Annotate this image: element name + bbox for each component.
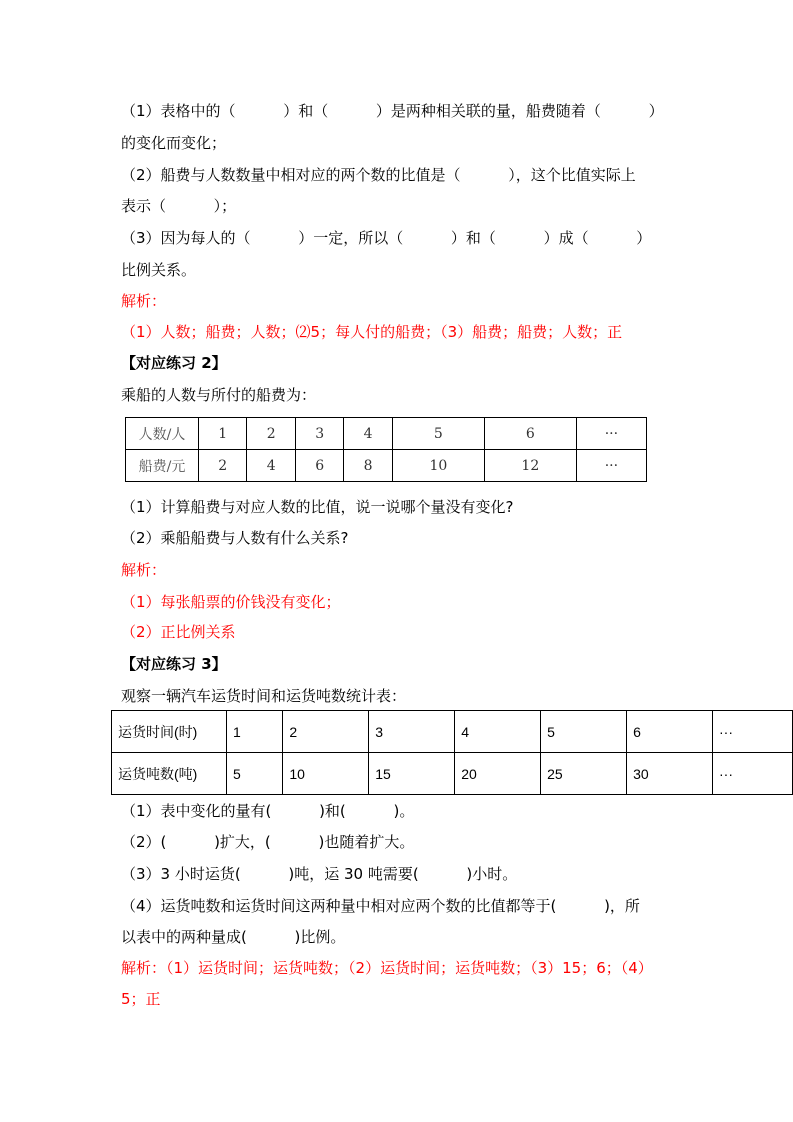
table-header-tons: 运货吨数(吨) — [112, 753, 227, 795]
exercise-2-answer-2: （2）正比例关系 — [121, 623, 236, 641]
table-cell: 1 — [199, 418, 247, 450]
table-cell: 8 — [344, 450, 392, 482]
table-cell: 5 — [392, 418, 484, 450]
exercise-3-heading: 【对应练习 3】 — [121, 655, 227, 673]
table-cell: 2 — [247, 418, 295, 450]
question-3-line-1: （3）因为每人的（ ）一定，所以（ ）和（ ）成（ ） — [121, 229, 652, 247]
table-cell: ··· — [576, 450, 646, 482]
table-cell: 30 — [627, 753, 713, 795]
table-cell: 6 — [484, 418, 576, 450]
exercise-2-question-2: （2）乘船船费与人数有什么关系? — [121, 529, 349, 547]
analysis-label: 解析： — [121, 292, 167, 310]
exercise-2-analysis-label: 解析： — [121, 561, 167, 579]
question-2-line-2: 表示（ ）； — [121, 197, 237, 215]
table-cell: 4 — [344, 418, 392, 450]
exercise-2-answer-1: （1）每张船票的价钱没有变化； — [121, 593, 341, 611]
exercise-3-question-2: （2）( )扩大，( )也随着扩大。 — [121, 833, 415, 851]
table-cell: 1 — [227, 711, 283, 753]
exercise-3-question-4-line-1: （4）运货吨数和运货时间这两种量中相对应两个数的比值都等于( )，所 — [121, 897, 640, 915]
table-cell: 5 — [227, 753, 283, 795]
table-cell: 12 — [484, 450, 576, 482]
table-cell: 2 — [199, 450, 247, 482]
exercise-2-question-1: （1）计算船费与对应人数的比值，说一说哪个量没有变化? — [121, 498, 514, 516]
exercise-2-intro: 乘船的人数与所付的船费为： — [121, 386, 317, 404]
freight-table — [111, 710, 793, 795]
table-cell: 4 — [455, 711, 541, 753]
table-row — [126, 450, 647, 482]
table-cell: ··· — [713, 753, 793, 795]
question-1-line-2: 的变化而变化； — [121, 134, 227, 152]
exercise-2-heading: 【对应练习 2】 — [121, 354, 227, 372]
table-cell: 10 — [392, 450, 484, 482]
table-row — [112, 711, 793, 753]
exercise-3-question-3: （3）3 小时运货( )吨，运 30 吨需要( )小时。 — [121, 865, 518, 883]
exercise-3-intro: 观察一辆汽车运货时间和运货吨数统计表： — [121, 687, 407, 705]
table-cell: ··· — [713, 711, 793, 753]
table-cell: 2 — [283, 711, 369, 753]
question-3-line-2: 比例关系。 — [121, 261, 197, 279]
table-cell: 3 — [295, 418, 343, 450]
table-cell: 25 — [541, 753, 627, 795]
table-header-people: 人数/人 — [126, 418, 199, 450]
table-cell: 10 — [283, 753, 369, 795]
boat-fare-table — [125, 417, 647, 482]
table-header-time: 运货时间(时) — [112, 711, 227, 753]
table-row — [126, 418, 647, 450]
table-row — [112, 753, 793, 795]
exercise-3-answer-line-1: 解析：（1）运货时间；运货吨数；（2）运货时间；运货吨数；（3）15；6；（4） — [121, 959, 653, 977]
table-cell: 15 — [369, 753, 455, 795]
table-cell: 20 — [455, 753, 541, 795]
table-cell: 6 — [295, 450, 343, 482]
table-cell: 6 — [627, 711, 713, 753]
question-1-line-1: （1）表格中的（ ）和（ ）是两种相关联的量，船费随着（ ） — [121, 102, 664, 120]
question-2-line-1: （2）船费与人数数量中相对应的两个数的比值是（ ），这个比值实际上 — [121, 166, 636, 184]
table-cell: 3 — [369, 711, 455, 753]
answer-line: （1）人数；船费；人数；⑵5；每人付的船费；（3）船费；船费；人数；正 — [121, 323, 623, 341]
table-cell: ··· — [576, 418, 646, 450]
table-header-fare: 船费/元 — [126, 450, 199, 482]
exercise-3-question-1: （1）表中变化的量有( )和( )。 — [121, 802, 415, 820]
table-cell: 4 — [247, 450, 295, 482]
exercise-3-answer-line-2: 5；正 — [121, 990, 161, 1008]
exercise-3-question-4-line-2: 以表中的两种量成( )比例。 — [121, 928, 346, 946]
table-cell: 5 — [541, 711, 627, 753]
